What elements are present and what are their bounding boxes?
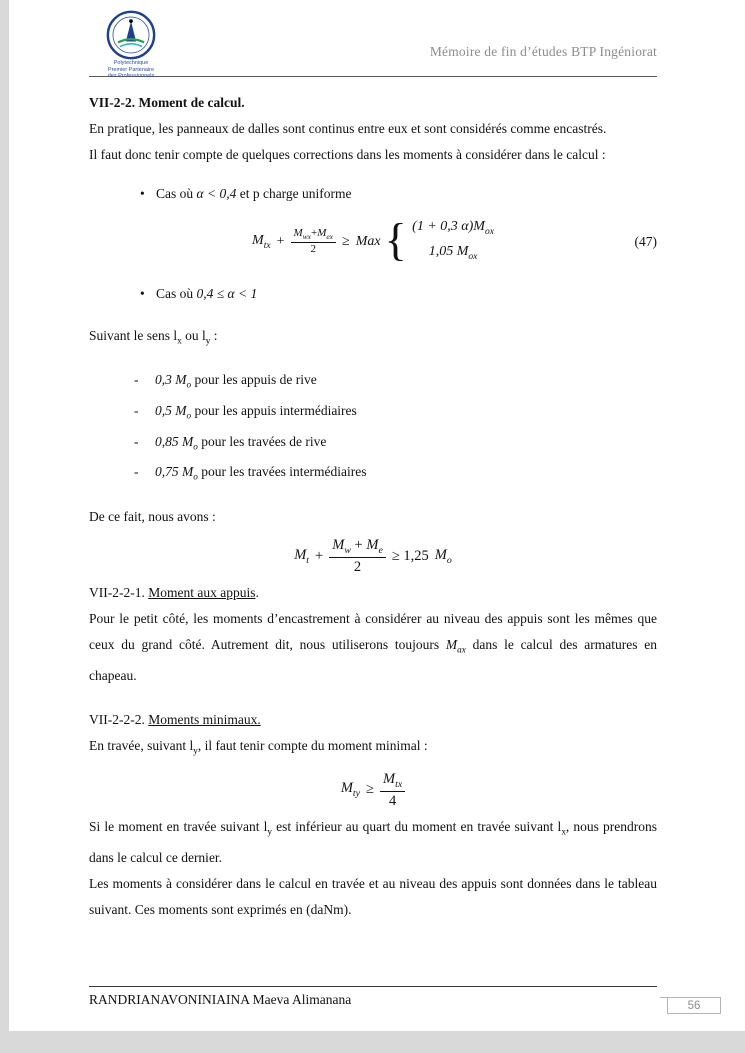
bullet-marker: • xyxy=(140,186,145,201)
list-item xyxy=(89,429,657,460)
logo-caption-line: Polytechnique xyxy=(113,60,149,66)
equation-moment-travee: $M_t$ + $\frac{M_w + M_e}{2}$ ≥ 1,25 $M_o$ xyxy=(294,537,452,576)
list-item-text: 0,85 $M_o$ pour les travées de rive xyxy=(155,433,327,452)
bullet-marker: • xyxy=(140,285,145,301)
bullet-item xyxy=(89,281,657,307)
header-title: Mémoire de fin d’études BTP Ingéniorat xyxy=(429,44,657,59)
fraction: $\frac{M_{tx}}{4}$ xyxy=(380,770,405,810)
footer-author: RANDRIANAVONINIAINA Maeva Alimanana xyxy=(89,992,352,1007)
subsection-heading-2: VII-2-2-2. Moments minimaux. xyxy=(89,712,261,728)
page-edge-left xyxy=(0,0,9,1053)
dash-marker: - xyxy=(134,372,139,388)
paragraph: De ce fait, nous avons : xyxy=(89,509,216,525)
paragraph: En travée, suivant $l_y$, il faut tenir compte du moment minimal : xyxy=(89,738,428,756)
subsection-heading-1: VII-2-2-1. Moment aux appuis. xyxy=(89,585,259,601)
fraction: $\frac{M_{wx}+M_{ex}}{2}$ xyxy=(291,227,337,256)
list-item-text: 0,75 $M_o$ pour les travées intermédiaires xyxy=(155,464,367,483)
list-item-text: 0,3 $M_o$ pour les appuis de rive xyxy=(155,372,317,390)
list-item xyxy=(89,367,657,398)
paragraph: Suivant le sens $l_x$ ou $l_y$ : xyxy=(89,327,218,346)
equation-moment-minimal: $M_{ty}$ ≥ $\frac{M_{tx}}{4}$ xyxy=(89,770,657,810)
bullet-item xyxy=(89,181,657,207)
page-number-box xyxy=(667,997,721,1014)
bullet-text: Cas où α < 0,4 et p charge uniforme xyxy=(156,186,352,201)
list-item xyxy=(89,398,657,429)
page-number: 56 xyxy=(687,999,701,1012)
fraction: $\frac{M_w + M_e}{2}$ xyxy=(329,536,386,576)
paragraph: Si le moment en travée suivant $l_y$ est inférieur au quart du moment en travée suivant $l_x$, nous prendrons dans le calcul ce dernier. xyxy=(89,819,658,865)
paragraph: Pour le petit côté, les moments d’encastrement à considérer au niveau des appuis sont les mêmes que ceux du grand côté. Autrement dit, nous utiliserons toujours $M_{ax}$ dans le calcul des armatures en chapeau. xyxy=(89,611,657,684)
polytechnique-logo xyxy=(95,10,167,80)
section-heading: VII-2-2. Moment de calcul. xyxy=(89,95,245,110)
equation-number: (47) xyxy=(634,233,657,249)
cases-block: { (1 + 0,3 $\alpha)M_{ox}$ 1,05 $M_{ox}$ xyxy=(384,213,494,265)
dash-marker: - xyxy=(134,433,139,449)
bullet-text: Cas où 0,4 ≤ α < 1 xyxy=(156,285,258,301)
paragraph: En pratique, les panneaux de dalles sont continus entre eux et sont considérés comme encastrés. xyxy=(89,121,607,136)
equation-47: $M_{tx}$ + $\frac{M_{wx}+M_{ex}}{2}$ ≥ Max { (1 + 0,3 $\alpha)M_{ox}$ 1,05 $M_{ox}$ (47) xyxy=(252,213,657,265)
paragraph: Il faut donc tenir compte de quelques corrections dans les moments à considérer dans le calcul : xyxy=(89,147,606,162)
logo-caption-line: Premier Partenaire xyxy=(107,66,155,73)
document-page xyxy=(9,0,745,1031)
dash-marker: - xyxy=(134,464,139,480)
paragraph: Les moments à considérer dans le calcul en travée et au niveau des appuis sont données dans le tableau suivant. Ces moments sont exprimés en (daNm). xyxy=(89,875,657,917)
document-content xyxy=(89,90,657,923)
curly-brace: { xyxy=(384,213,407,265)
page-header xyxy=(89,0,657,77)
logo-caption-line: des Professionnels xyxy=(107,73,155,79)
page-footer xyxy=(89,986,657,1008)
moment-coefficients-list xyxy=(89,367,657,490)
list-item xyxy=(89,459,657,490)
page-edge-bottom xyxy=(0,1031,745,1053)
list-item-text: 0,5 $M_o$ pour les appuis intermédiaires xyxy=(155,402,357,421)
polytechnique-logo-icon xyxy=(106,10,156,60)
dash-marker: - xyxy=(134,402,139,418)
